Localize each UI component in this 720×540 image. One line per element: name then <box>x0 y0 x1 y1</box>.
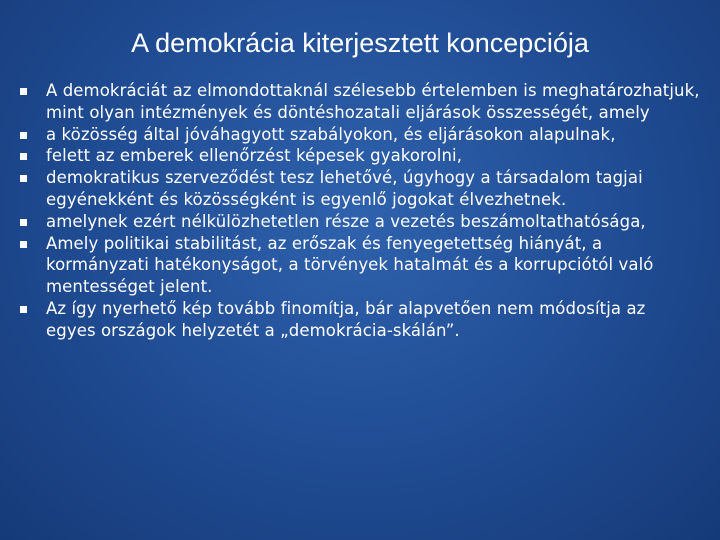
bullet-item <box>20 145 700 167</box>
square-bullet-icon <box>20 219 27 226</box>
square-bullet-icon <box>20 153 27 160</box>
bullet-list <box>20 80 700 342</box>
square-bullet-icon <box>20 306 27 313</box>
bullet-item <box>20 124 700 146</box>
slide-title: A demokrácia kiterjesztett koncepciója <box>131 28 589 58</box>
bullet-text: felett az emberek ellenőrzést képesek gyakorolni, <box>46 146 463 166</box>
bullet-item <box>20 233 700 298</box>
square-bullet-icon <box>20 88 27 95</box>
square-bullet-icon <box>20 241 27 248</box>
bullet-item <box>20 80 700 124</box>
square-bullet-icon <box>20 132 27 139</box>
bullet-item <box>20 298 700 342</box>
bullet-text: Az így nyerhető kép tovább finomítja, bár alapvetően nem módosítja az egyes országok helyzetét a „demokrácia-skálán”. <box>46 298 646 340</box>
bullet-item <box>20 211 700 233</box>
bullet-text: a közösség által jóváhagyott szabályokon, és eljárásokon alapulnak, <box>46 124 616 144</box>
bullet-text: amelynek ezért nélkülözhetetlen része a vezetés beszámoltathatósága, <box>46 211 646 231</box>
bullet-item <box>20 167 700 211</box>
bullet-text: Amely politikai stabilitást, az erőszak és fenyegetettség hiányát, a kormányzati hatékonyságot, a törvények hatalmát és a korrupciótól való mentességet jelent. <box>46 233 654 297</box>
square-bullet-icon <box>20 175 27 182</box>
bullet-text: A demokráciát az elmondottaknál szélesebb értelemben is meghatározhatjuk, mint olyan intézmények és döntéshozatali eljárások összességét, amely <box>46 81 700 122</box>
bullet-text: demokratikus szerveződést tesz lehetővé, úgyhogy a társadalom tagjai egyénekként és közösségként is egyenlő jogokat élvezhetnek. <box>46 168 643 209</box>
